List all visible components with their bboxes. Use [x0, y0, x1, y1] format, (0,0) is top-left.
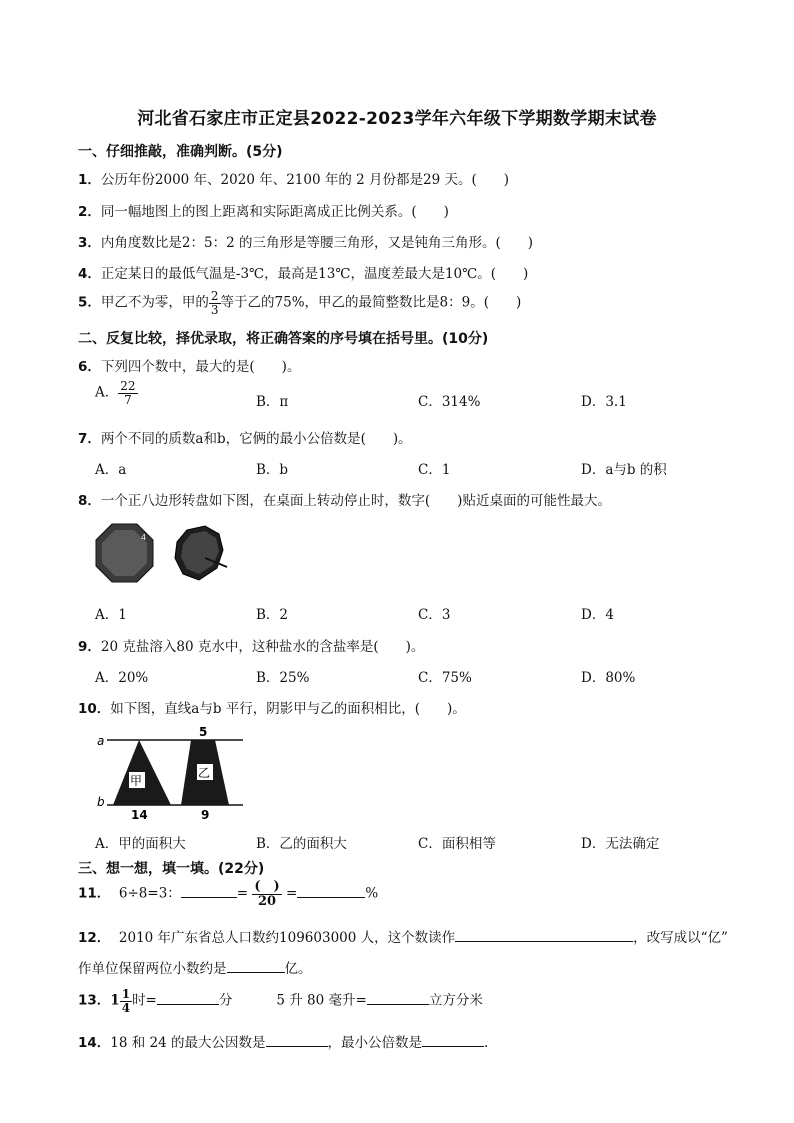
question-text: .	[484, 1035, 489, 1051]
disk-number-label: 4	[141, 533, 147, 542]
denominator: 4	[121, 1000, 131, 1015]
option-b: B．25%	[256, 670, 310, 686]
answer-blank[interactable]	[227, 959, 285, 973]
answer-blank[interactable]	[455, 928, 633, 942]
question-13	[78, 988, 483, 1014]
option-b: B．乙的面积大	[256, 836, 347, 852]
option-a: A．20%	[95, 670, 149, 686]
section-1-heading: 一、仔细推敲，准确判断。(5分)	[78, 144, 283, 160]
question-number: 8．	[78, 493, 101, 509]
answer-blank[interactable]	[422, 1033, 484, 1047]
question-text: 内角度数比是2：5：2 的三角形是等腰三角形，又是钝角三角形。( )	[100, 235, 533, 251]
question-number: 11．	[78, 885, 111, 902]
question-4	[78, 262, 528, 282]
numerator: 1	[121, 987, 131, 1001]
octagon-spinner-figure	[95, 520, 245, 588]
jia-base-label: 14	[131, 808, 148, 822]
question-text: 时=	[132, 992, 157, 1009]
option-a: A．1	[95, 607, 127, 623]
option-d: D．80%	[581, 670, 636, 686]
question-text: 同一幅地图上的图上距离和实际距离成正比例关系。( )	[100, 204, 449, 220]
question-text: 两个不同的质数a和b，它俩的最小公倍数是( )。	[100, 431, 412, 447]
mixed-number-whole: 1	[110, 992, 120, 1009]
question-text: 下列四个数中，最大的是( )。	[100, 359, 301, 375]
equals-sign: =	[286, 885, 298, 902]
fraction	[120, 988, 132, 1014]
option-a: A．a	[95, 462, 127, 478]
numerator: 22	[120, 379, 136, 393]
unit-label: 分	[218, 992, 233, 1009]
option-b: B．π	[256, 394, 289, 410]
question-number: 14．	[78, 1035, 111, 1051]
question-text: 2010 年广东省总人口数约109603000 人，这个数读作	[118, 930, 456, 946]
option-d: D．a与b 的积	[581, 462, 667, 478]
yi-base-label: 9	[201, 808, 210, 822]
question-text: ，改写成以“亿”	[633, 930, 728, 946]
fraction	[118, 380, 137, 406]
question-6	[78, 355, 300, 375]
question-number: 12．	[78, 930, 111, 946]
parallel-lines-figure	[95, 724, 255, 822]
equals-sign: =	[236, 885, 249, 902]
question-number: 3．	[78, 235, 101, 251]
option-b: B．b	[256, 462, 289, 478]
question-text: 甲乙不为零，甲的	[100, 294, 209, 311]
answer-blank[interactable]	[181, 884, 237, 898]
question-8	[78, 489, 611, 509]
question-number: 5．	[78, 294, 101, 311]
question-number: 1．	[78, 172, 101, 188]
denominator: 3	[210, 302, 219, 317]
option-d: D．3.1	[581, 394, 627, 410]
option-a	[95, 380, 138, 406]
question-number: 9．	[78, 639, 101, 655]
exam-title: 河北省石家庄市正定县2022-2023学年六年级下学期数学期末试卷	[137, 109, 657, 129]
question-text: 20 克盐溶入80 克水中，这种盐水的含盐率是( )。	[100, 639, 425, 655]
jia-label: 甲	[130, 774, 143, 788]
numerator: 2	[210, 289, 219, 303]
denominator: 7	[124, 392, 132, 407]
fraction	[209, 290, 221, 316]
section-2-heading: 二、反复比较，择优录取，将正确答案的序号填在括号里。(10分)	[78, 331, 489, 347]
option-a: A．甲的面积大	[95, 836, 186, 852]
question-5	[78, 290, 521, 316]
answer-blank[interactable]	[157, 991, 219, 1005]
numerator: ( )	[254, 879, 280, 894]
question-text: 公历年份2000 年、2020 年、2100 年的 2 月份都是29 天。( )	[100, 172, 510, 188]
denominator: 20	[258, 893, 277, 909]
option-d: D．4	[581, 607, 614, 623]
option-d: D．无法确定	[581, 836, 660, 852]
question-text: 亿。	[284, 961, 312, 977]
question-14	[78, 1031, 488, 1051]
top-length-label: 5	[199, 725, 208, 739]
question-number: 13．	[78, 992, 111, 1009]
answer-blank[interactable]	[367, 991, 429, 1005]
yi-label: 乙	[198, 766, 211, 780]
question-7	[78, 427, 412, 447]
question-text: 作单位保留两位小数约是	[78, 961, 227, 977]
question-text: 18 和 24 的最大公因数是	[110, 1035, 266, 1051]
option-c: C．314%	[418, 394, 481, 410]
question-text: 等于乙的75%，甲乙的最简整数比是8：9。( )	[220, 294, 522, 311]
question-text: 5 升 80 毫升=	[276, 992, 367, 1009]
question-12-line-2	[78, 957, 312, 977]
question-3	[78, 231, 533, 251]
question-text: 正定某日的最低气温是-3℃，最高是13℃，温度差最大是10℃。( )	[100, 266, 529, 282]
section-3-heading: 三、想一想，填一填。(22分)	[78, 861, 265, 877]
question-number: 7．	[78, 431, 101, 447]
option-b: B．2	[256, 607, 289, 623]
option-c: C．3	[418, 607, 451, 623]
question-9	[78, 635, 424, 655]
option-label: A．	[95, 384, 119, 401]
answer-blank[interactable]	[266, 1033, 328, 1047]
question-10	[78, 697, 466, 717]
question-number: 4．	[78, 266, 101, 282]
question-number: 6．	[78, 359, 101, 375]
option-c: C．75%	[418, 670, 472, 686]
question-11	[78, 880, 378, 908]
line-a-label: a	[97, 734, 105, 748]
fraction	[252, 880, 281, 908]
option-c: C．1	[418, 462, 451, 478]
question-text: ，最小公倍数是	[327, 1035, 423, 1051]
option-c: C．面积相等	[418, 836, 496, 852]
question-number: 10．	[78, 701, 111, 717]
unit-label: 立方分米	[428, 992, 483, 1009]
line-b-label: b	[97, 795, 105, 809]
question-text: 一个正八边形转盘如下图，在桌面上转动停止时，数字( )贴近桌面的可能性最大。	[100, 493, 611, 509]
question-text: 如下图，直线a与b 平行，阴影甲与乙的面积相比，( )。	[110, 701, 466, 717]
question-2	[78, 200, 449, 220]
question-text: 6÷8=3：	[118, 885, 181, 902]
question-number: 2．	[78, 204, 101, 220]
question-12	[78, 926, 728, 946]
answer-blank[interactable]	[297, 884, 365, 898]
question-1	[78, 168, 509, 188]
percent-sign: %	[365, 885, 379, 902]
